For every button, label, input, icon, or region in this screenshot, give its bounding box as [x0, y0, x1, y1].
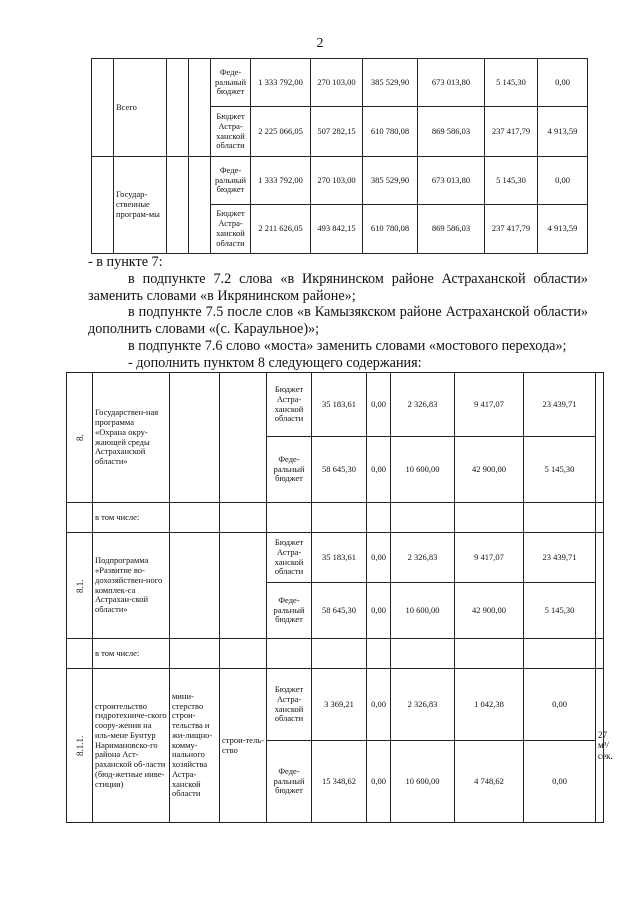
- paragraph: в подпункте 7.5 после слов «в Камызякском районе Астраханской области» дополнить словами «(с. Караульное)»;: [88, 304, 588, 338]
- value-cell: 3 369,21: [312, 669, 367, 741]
- cell-empty: [220, 533, 267, 639]
- value-cell: 0,00: [367, 533, 391, 583]
- paragraph: в подпункте 7.2 слова «в Икрянинском районе Астраханской области» заменить словами «в Икрянинском районе»;: [88, 270, 588, 304]
- row-name: Государствен-ная программа «Охрана окру-жающей среды Астраханской области»: [93, 373, 170, 503]
- value-cell: 9 417,07: [455, 373, 524, 437]
- value-cell: 58 645,30: [312, 583, 367, 639]
- cell-empty: [170, 533, 220, 639]
- value-cell: 237 417,79: [485, 205, 538, 254]
- value-cell: 270 103,00: [311, 157, 363, 205]
- value-cell: 58 645,30: [312, 437, 367, 503]
- financing-table-top: [91, 58, 588, 254]
- row-name: Всего: [114, 59, 167, 157]
- cell-empty: [167, 157, 189, 254]
- value-cell: 493 842,15: [311, 205, 363, 254]
- value-cell: 1 333 792,00: [251, 157, 311, 205]
- row-number: 8.: [67, 373, 93, 503]
- value-cell: 0,00: [367, 741, 391, 823]
- row-number: 8.1.: [67, 533, 93, 639]
- value-cell: 2 211 626,05: [251, 205, 311, 254]
- value-cell: 869 586,03: [418, 205, 485, 254]
- value-cell: 1 333 792,00: [251, 59, 311, 107]
- row-name: Государ-ственные програм-мы: [114, 157, 167, 254]
- value-cell: 869 586,03: [418, 107, 485, 157]
- funding-source: Бюджет Астра-ханской области: [211, 107, 251, 157]
- funding-source: Бюджет Астра-ханской области: [267, 373, 312, 437]
- cell-empty: [92, 59, 114, 157]
- value-cell: 270 103,00: [311, 59, 363, 107]
- value-cell: 5 145,30: [485, 157, 538, 205]
- funding-source: Феде-ральный бюджет: [267, 741, 312, 823]
- value-cell: 5 145,30: [524, 437, 596, 503]
- value-cell: 9 417,07: [455, 533, 524, 583]
- amendment-text: [88, 254, 588, 372]
- value-cell: 10 600,00: [391, 583, 455, 639]
- value-cell: 15 348,62: [312, 741, 367, 823]
- cell-empty: [189, 157, 211, 254]
- paragraph: - дополнить пунктом 8 следующего содержания:: [128, 354, 422, 371]
- cell-empty: [170, 373, 220, 503]
- value-cell: 610 780,08: [363, 205, 418, 254]
- value-cell: 42 900,00: [455, 583, 524, 639]
- value-cell: 237 417,79: [485, 107, 538, 157]
- value-cell: 23 439,71: [524, 533, 596, 583]
- value-cell: 4 748,62: [455, 741, 524, 823]
- work-type-cell: строи-тель-ство: [220, 669, 267, 823]
- value-cell: 507 282,15: [311, 107, 363, 157]
- cell-empty: [596, 533, 604, 639]
- value-cell: 385 529,90: [363, 59, 418, 107]
- page-number: 2: [316, 36, 324, 51]
- value-cell: 0,00: [538, 59, 588, 107]
- customer-cell: мини-стерство строи-тельства и жи-лищно-комму-нального хозяйства Астра-ханской области: [170, 669, 220, 823]
- value-cell: 673 013,80: [418, 157, 485, 205]
- cell-empty: [67, 503, 93, 533]
- value-cell: 2 326,83: [391, 533, 455, 583]
- funding-source: Феде-ральный бюджет: [211, 157, 251, 205]
- value-cell: 4 913,59: [538, 205, 588, 254]
- value-cell: 4 913,59: [538, 107, 588, 157]
- value-cell: 23 439,71: [524, 373, 596, 437]
- cell-empty: [67, 639, 93, 669]
- value-cell: 2 326,83: [391, 373, 455, 437]
- value-cell: 2 326,83: [391, 669, 455, 741]
- row-name: Подпрограмма «Развитие во-дохозяйствен-ного комплек-са Астрахан-ской области»: [93, 533, 170, 639]
- subheading: в том числе:: [93, 639, 170, 669]
- capacity-cell: 27 м³/сек.: [596, 669, 604, 823]
- value-cell: 385 529,90: [363, 157, 418, 205]
- value-cell: 35 183,61: [312, 373, 367, 437]
- value-cell: 0,00: [524, 669, 596, 741]
- value-cell: 0,00: [524, 741, 596, 823]
- funding-source: Бюджет Астра-ханской области: [267, 669, 312, 741]
- value-cell: 2 225 066,05: [251, 107, 311, 157]
- cell-empty: [167, 59, 189, 157]
- cell-empty: [220, 373, 267, 503]
- funding-source: Бюджет Астра-ханской области: [211, 205, 251, 254]
- value-cell: 610 780,08: [363, 107, 418, 157]
- funding-source: Феде-ральный бюджет: [267, 437, 312, 503]
- funding-source: Феде-ральный бюджет: [267, 583, 312, 639]
- financing-table-item-8: [66, 372, 613, 823]
- value-cell: 0,00: [367, 373, 391, 437]
- row-name: строительство гидротехниче-ского соору-жения на иль-мене Бунтур Наримановско-го района Аст-раханской об-ласти (бюд-жетные инве-стиции): [93, 669, 170, 823]
- row-number: 8.1.1.: [67, 669, 93, 823]
- value-cell: 5 145,30: [485, 59, 538, 107]
- value-cell: 42 900,00: [455, 437, 524, 503]
- value-cell: 35 183,61: [312, 533, 367, 583]
- value-cell: 673 013,80: [418, 59, 485, 107]
- funding-source: Бюджет Астра-ханской области: [267, 533, 312, 583]
- value-cell: 0,00: [538, 157, 588, 205]
- value-cell: 0,00: [367, 669, 391, 741]
- value-cell: 10 600,00: [391, 437, 455, 503]
- cell-empty: [92, 157, 114, 254]
- paragraph: - в пункте 7:: [88, 254, 163, 270]
- value-cell: 10 600,00: [391, 741, 455, 823]
- funding-source: Феде-ральный бюджет: [211, 59, 251, 107]
- value-cell: 5 145,30: [524, 583, 596, 639]
- value-cell: 0,00: [367, 437, 391, 503]
- cell-empty: [189, 59, 211, 157]
- value-cell: 0,00: [367, 583, 391, 639]
- cell-empty: [596, 373, 604, 503]
- value-cell: 1 042,38: [455, 669, 524, 741]
- paragraph: в подпункте 7.6 слово «моста» заменить словами «мостового перехода»;: [128, 337, 567, 354]
- subheading: в том числе:: [93, 503, 170, 533]
